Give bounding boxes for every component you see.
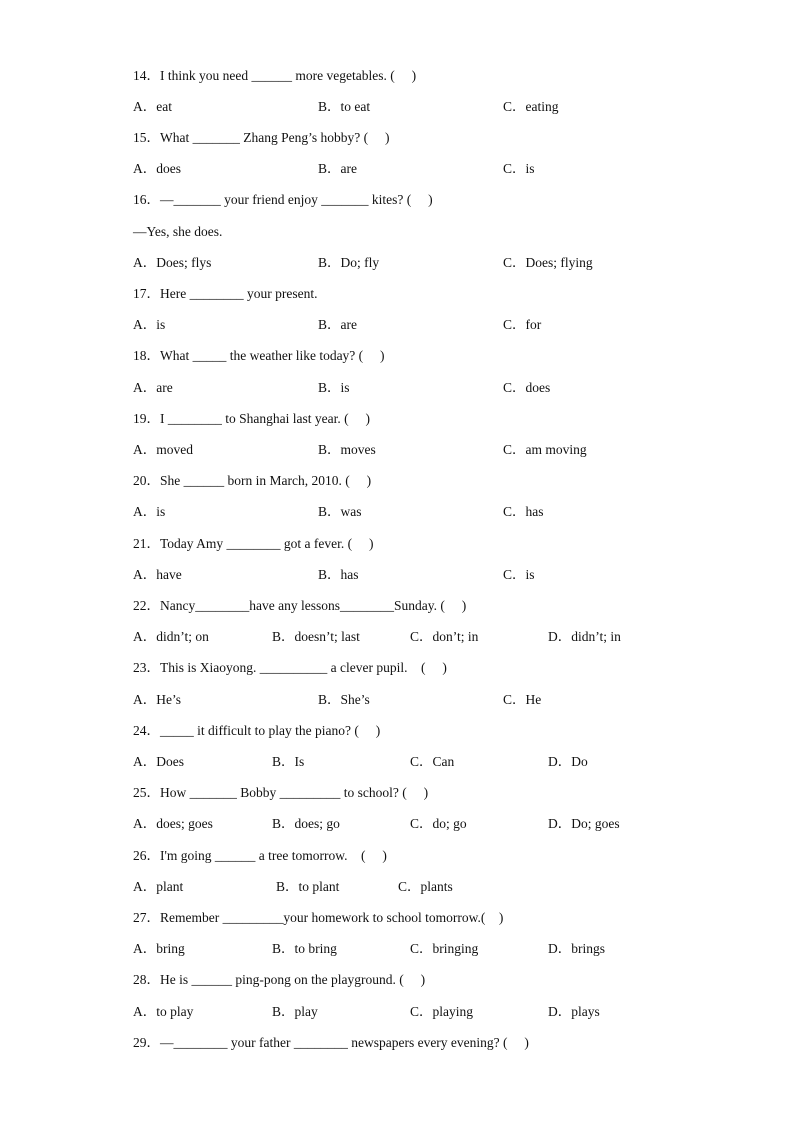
question-29-stem: 29．—________ your father ________ newspapers every evening? ( ) xyxy=(133,1035,529,1050)
question-24-option-c: C．Can xyxy=(410,754,455,769)
question-26-stem: 26．I'm going ______ a tree tomorrow. ( ) xyxy=(133,848,387,863)
question-23-option-a: A．He’s xyxy=(133,692,181,707)
question-25-option-d: D．Do; goes xyxy=(548,816,620,831)
question-14-stem: 14．I think you need ______ more vegetables. ( ) xyxy=(133,68,417,83)
question-24-option-a: A．Does xyxy=(133,754,184,769)
question-15-stem: 15．What _______ Zhang Peng’s hobby? ( ) xyxy=(133,130,390,145)
question-25-option-b: B．does; go xyxy=(272,816,340,831)
question-16-option-b: B．Do; fly xyxy=(318,255,380,270)
question-17-option-a: A．is xyxy=(133,317,166,332)
question-26-option-a: A．plant xyxy=(133,879,184,894)
question-24-stem: 24．_____ it difficult to play the piano? ( ) xyxy=(133,723,381,738)
question-20-option-b: B．was xyxy=(318,504,362,519)
question-19-option-a: A．moved xyxy=(133,442,193,457)
question-28-option-a: A．to play xyxy=(133,1004,194,1019)
question-23-option-b: B．She’s xyxy=(318,692,370,707)
question-19-option-c: C．am moving xyxy=(503,442,587,457)
question-18-stem: 18．What _____ the weather like today? ( ) xyxy=(133,348,385,363)
question-18-option-c: C．does xyxy=(503,380,551,395)
question-16-option-c: C．Does; flying xyxy=(503,255,593,270)
question-27-option-b: B．to bring xyxy=(272,941,337,956)
question-24-option-b: B．Is xyxy=(272,754,305,769)
question-18-option-a: A．are xyxy=(133,380,173,395)
question-28-option-c: C．playing xyxy=(410,1004,473,1019)
question-20-option-a: A．is xyxy=(133,504,166,519)
question-18-option-b: B．is xyxy=(318,380,350,395)
question-25-option-a: A．does; goes xyxy=(133,816,213,831)
question-28-option-b: B．play xyxy=(272,1004,318,1019)
question-27-option-a: A．bring xyxy=(133,941,185,956)
question-19-option-b: B．moves xyxy=(318,442,376,457)
question-27-stem: 27．Remember _________your homework to school tomorrow.( ) xyxy=(133,910,504,925)
question-23-option-c: C．He xyxy=(503,692,542,707)
question-27-option-c: C．bringing xyxy=(410,941,479,956)
question-15-option-c: C．is xyxy=(503,161,535,176)
question-22-option-c: C．don’t; in xyxy=(410,629,479,644)
question-15-option-b: B．are xyxy=(318,161,357,176)
question-25-option-c: C．do; go xyxy=(410,816,467,831)
question-20-stem: 20．She ______ born in March, 2010. ( ) xyxy=(133,473,372,488)
question-28-option-d: D．plays xyxy=(548,1004,600,1019)
question-21-option-b: B．has xyxy=(318,567,359,582)
question-16-option-a: A．Does; flys xyxy=(133,255,212,270)
question-21-option-a: A．have xyxy=(133,567,182,582)
question-21-stem: 21．Today Amy ________ got a fever. ( ) xyxy=(133,536,374,551)
question-17-stem: 17．Here ________ your present. xyxy=(133,286,318,301)
question-22-stem: 22．Nancy________have any lessons________Sunday. ( ) xyxy=(133,598,467,613)
question-19-stem: 19．I ________ to Shanghai last year. ( ) xyxy=(133,411,370,426)
question-26-option-c: C．plants xyxy=(398,879,453,894)
question-21-option-c: C．is xyxy=(503,567,535,582)
question-22-option-b: B．doesn’t; last xyxy=(272,629,360,644)
question-25-stem: 25．How _______ Bobby _________ to school? ( ) xyxy=(133,785,429,800)
question-17-option-c: C．for xyxy=(503,317,542,332)
question-14-option-c: C．eating xyxy=(503,99,559,114)
question-14-option-b: B．to eat xyxy=(318,99,371,114)
question-22-option-a: A．didn’t; on xyxy=(133,629,209,644)
question-24-option-d: D．Do xyxy=(548,754,588,769)
question-28-stem: 28．He is ______ ping-pong on the playground. ( ) xyxy=(133,972,426,987)
question-16-stem: 16．—_______ your friend enjoy _______ kites? ( ) xyxy=(133,192,433,207)
question-14-option-a: A．eat xyxy=(133,99,172,114)
question-20-option-c: C．has xyxy=(503,504,544,519)
question-16-response: —Yes, she does. xyxy=(133,224,223,239)
question-15-option-a: A．does xyxy=(133,161,181,176)
question-27-option-d: D．brings xyxy=(548,941,605,956)
question-17-option-b: B．are xyxy=(318,317,357,332)
question-22-option-d: D．didn’t; in xyxy=(548,629,621,644)
question-23-stem: 23．This is Xiaoyong. __________ a clever pupil. ( ) xyxy=(133,660,447,675)
question-26-option-b: B．to plant xyxy=(276,879,340,894)
